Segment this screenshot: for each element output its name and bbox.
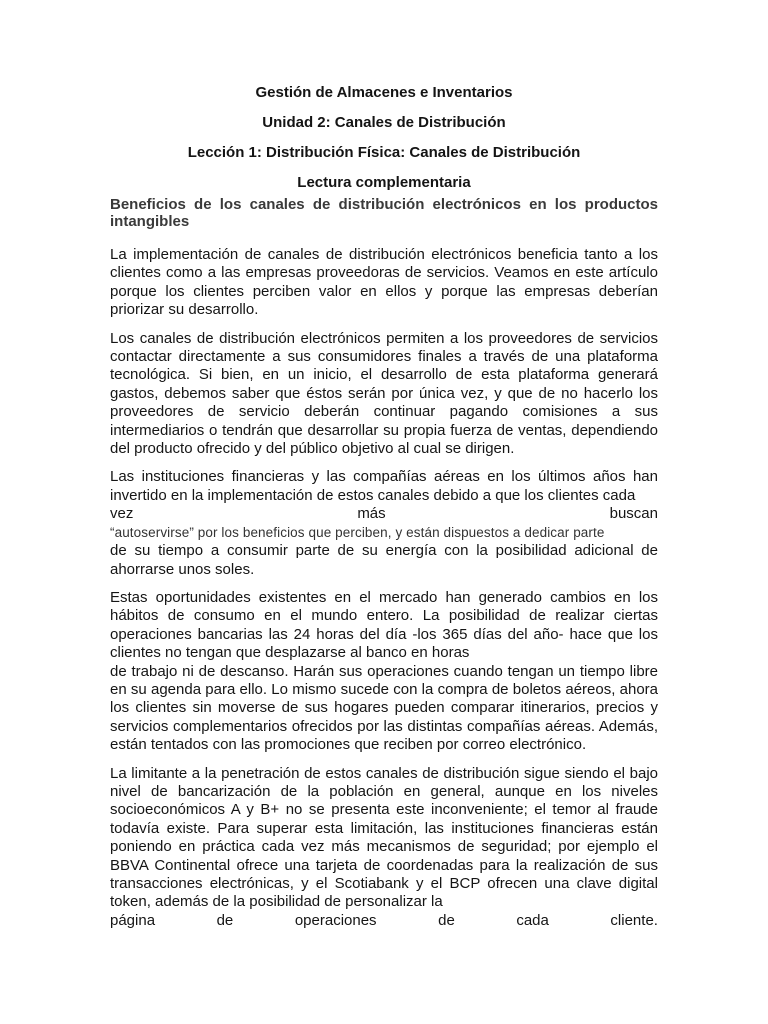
paragraph-4	[110, 589, 658, 755]
paragraph-3-word: vez	[110, 505, 134, 523]
paragraph-3-end: de su tiempo a consumir parte de su energía con la posibilidad adicional de ahorrarse unos soles.	[110, 542, 658, 578]
paragraph-5	[110, 765, 658, 931]
paragraph-5-word: de	[438, 911, 455, 929]
paragraph-3-inserted-line: “autoservirse” por los beneficios que perciben, y están dispuestos a dedicar parte	[110, 524, 605, 540]
paragraph-5-word: cada	[516, 911, 549, 929]
paragraph-4-end: de trabajo ni de descanso. Harán sus operaciones cuando tengan un tiempo libre en su agenda para ello. Lo mismo sucede con la compra de boletos aéreos, ahora los clientes sin moverse de sus hogares pueden comparar itinerarios, precios y servicios complementarios ofrecidos por las distintas compañías aéreas. Además, están tentados con las promociones que reciben por correo electrónico.	[110, 662, 658, 754]
article-title: Beneficios de los canales de distribución electrónicos en los productos intangibles	[110, 196, 658, 230]
paragraph-5-word: cliente.	[610, 911, 658, 929]
paragraph-5-spaced-line	[110, 912, 658, 930]
paragraph-3-word: buscan	[609, 505, 658, 523]
paragraph-5-text: La limitante a la penetración de estos canales de distribución sigue siendo el bajo nivel de bancarización de la población en general, aunque en los niveles socioeconómicos A y B+ no se presenta este inconveniente; el temor al fraude todavía existe. Para superar esta limitación, las instituciones financieras están poniendo en práctica cada vez más mecanismos de seguridad; por ejemplo el BBVA Continental ofrece una tarjeta de coordenadas para la realización de sus transacciones electrónicas, y el Scotiabank y el BCP ofrecen una clave digital token, además de la posibilidad de personalizar la	[110, 764, 658, 911]
lesson-title: Lección 1: Distribución Física: Canales de Distribución	[187, 144, 581, 161]
article-body	[110, 246, 658, 940]
paragraph-3-start: Las instituciones financieras y las compañías aéreas en los últimos años han invertido en la implementación de estos canales debido a que los clientes cada	[110, 468, 658, 504]
paragraph-2: Los canales de distribución electrónicos permiten a los proveedores de servicios contactar directamente a sus consumidores finales a través de una plataforma tecnológica. Si bien, en un inicio, el desarrollo de esta plataforma generará gastos, debemos saber que éstos serán por única vez, y que de no hacerlo los proveedores de servicio deberán continuar pagando comisiones a sus intermediarios o tendrán que desarrollar su propia fuerza de ventas, dependiendo del producto ofrecido y del público objetivo al cual se dirigen.	[110, 329, 658, 458]
reading-label: Lectura complementaria	[297, 174, 471, 191]
paragraph-5-word: página	[110, 911, 156, 929]
unit-title: Unidad 2: Canales de Distribución	[262, 114, 506, 131]
paragraph-5-word: de	[216, 911, 234, 929]
paragraph-3-spaced-line	[110, 505, 658, 523]
paragraph-3-word: más	[357, 505, 386, 523]
paragraph-4-start: Estas oportunidades existentes en el mercado han generado cambios en los hábitos de consumo en el mundo entero. La posibilidad de realizar ciertas operaciones bancarias las 24 horas del día -los 365 días del año- hace que los clientes no tengan que desplazarse al banco en horas	[110, 588, 658, 662]
course-title: Gestión de Almacenes e Inventarios	[255, 84, 513, 101]
paragraph-1: La implementación de canales de distribución electrónicos beneficia tanto a los clientes como a las empresas proveedoras de servicios. Veamos en este artículo porque los clientes perciben valor en ellos y porque las empresas deberían priorizar su desarrollo.	[110, 246, 658, 319]
paragraph-3	[110, 468, 658, 578]
document-header	[0, 84, 768, 204]
paragraph-5-word: operaciones	[294, 911, 377, 929]
